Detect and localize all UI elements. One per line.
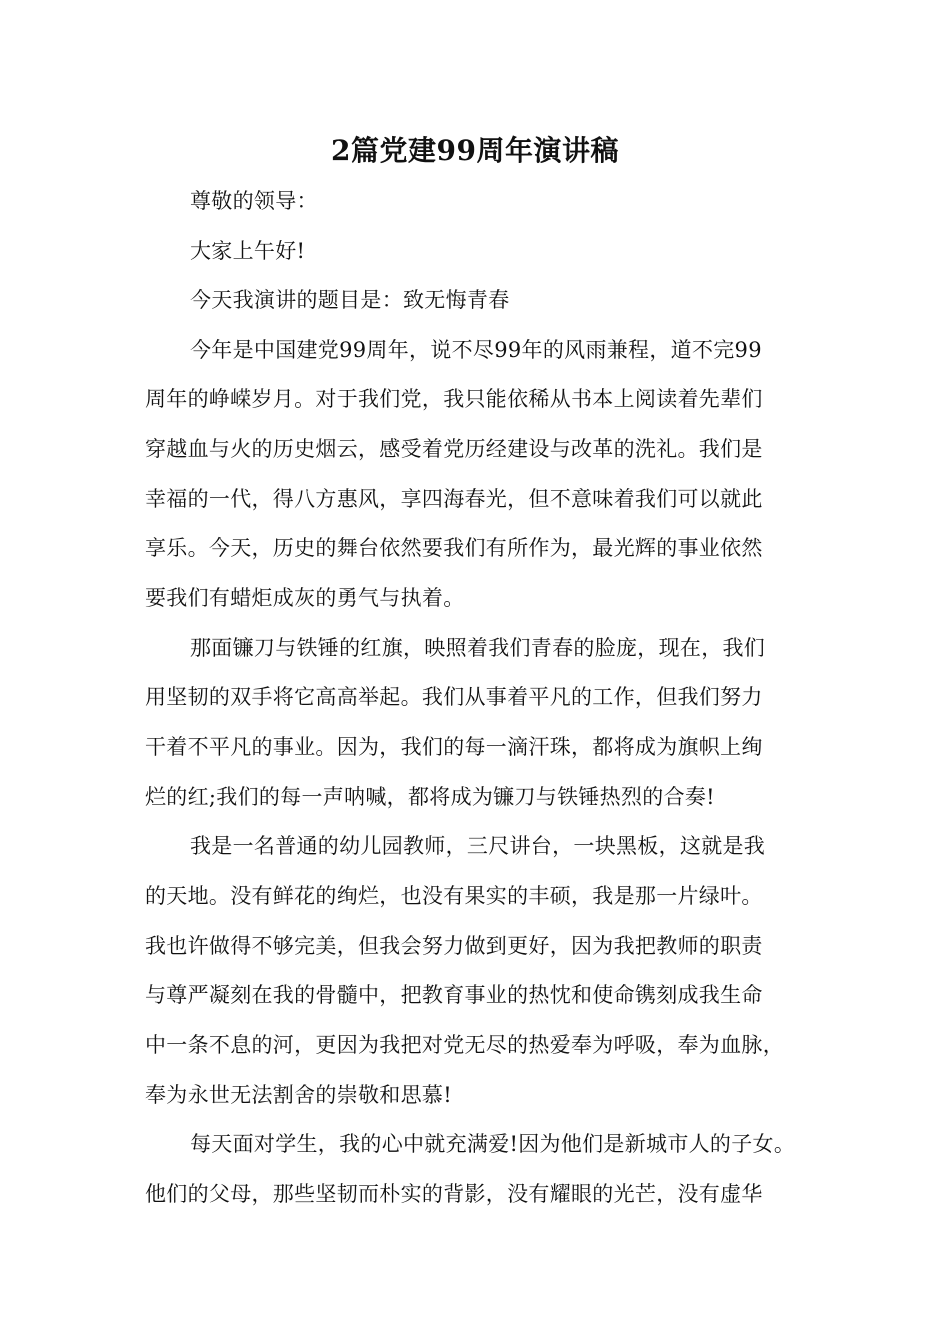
document-title: 2篇党建99周年演讲稿	[331, 134, 619, 167]
paragraph-1-line-4: 幸福的一代，得八方惠风，享四海春光，但不意味着我们可以就此	[145, 487, 763, 511]
greeting-line: 大家上午好!	[190, 239, 306, 263]
paragraph-3-line-4: 与尊严凝刻在我的骨髓中，把教育事业的热忱和使命镌刻成我生命	[145, 983, 763, 1007]
paragraph-2-line-1: 那面镰刀与铁锤的红旗，映照着我们青春的脸庞，现在，我们	[190, 636, 766, 660]
paragraph-3-line-6: 奉为永世无法割舍的崇敬和思慕!	[145, 1083, 452, 1107]
paragraph-3-line-1: 我是一名普通的幼儿园教师，三尺讲台，一块黑板，这就是我	[190, 834, 766, 858]
paragraph-1-line-2: 周年的峥嵘岁月。对于我们党，我只能依稀从书本上阅读着先辈们	[145, 387, 763, 411]
paragraph-3-line-5: 中一条不息的河，更因为我把对党无尽的热爱奉为呼吸，奉为血脉，	[145, 1033, 784, 1057]
paragraph-1-line-3: 穿越血与火的历史烟云，感受着党历经建设与改革的洗礼。我们是	[145, 437, 763, 461]
paragraph-3-line-3: 我也许做得不够完美，但我会努力做到更好，因为我把教师的职责	[145, 934, 763, 958]
paragraph-4-line-2: 他们的父母，那些坚韧而朴实的背影，没有耀眼的光芒，没有虚华	[145, 1182, 763, 1206]
paragraph-2-line-2: 用坚韧的双手将它高高举起。我们从事着平凡的工作，但我们努力	[145, 685, 763, 709]
paragraph-1-line-6: 要我们有蜡炬成灰的勇气与执着。	[145, 586, 465, 610]
paragraph-4-line-1: 每天面对学生，我的心中就充满爱!因为他们是新城市人的子女。	[190, 1132, 796, 1156]
salutation-line: 尊敬的领导：	[190, 189, 318, 213]
paragraph-2-line-4: 烂的红;我们的每一声呐喊，都将成为镰刀与铁锤热烈的合奏!	[145, 785, 715, 809]
paragraph-2-line-3: 干着不平凡的事业。因为，我们的每一滴汗珠，都将成为旗帜上绚	[145, 735, 763, 759]
topic-line: 今天我演讲的题目是：致无悔青春	[190, 288, 510, 312]
paragraph-3-line-2: 的天地。没有鲜花的绚烂，也没有果实的丰硕，我是那一片绿叶。	[145, 884, 763, 908]
paragraph-1-line-1: 今年是中国建党99周年，说不尽99年的风雨兼程，道不完99	[190, 338, 762, 362]
paragraph-1-line-5: 享乐。今天，历史的舞台依然要我们有所作为，最光辉的事业依然	[145, 536, 763, 560]
